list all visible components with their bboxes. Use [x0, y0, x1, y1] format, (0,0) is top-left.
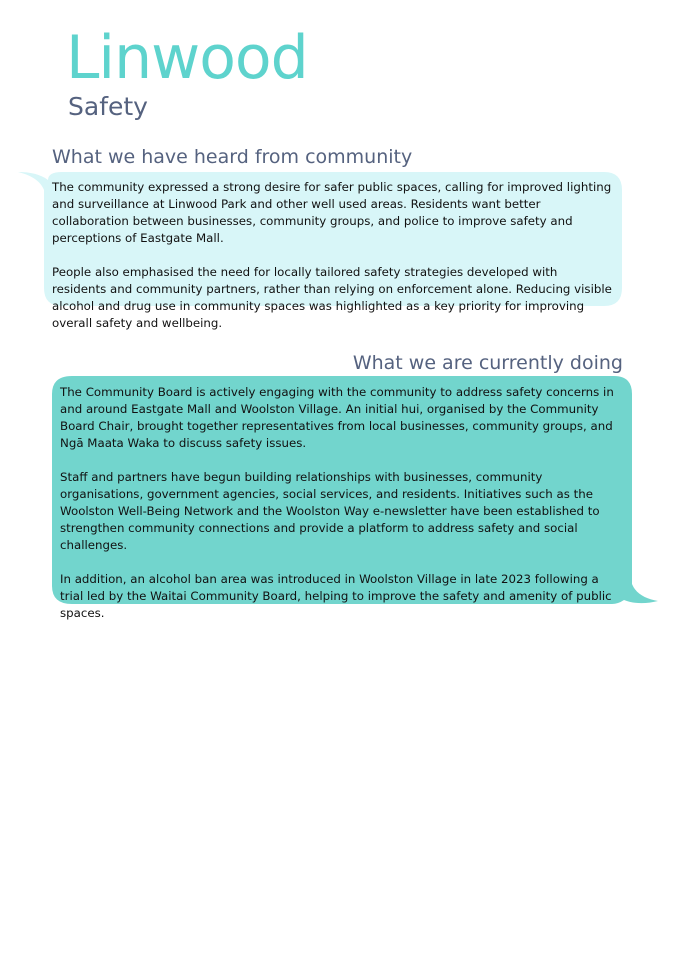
heard-paragraph: People also emphasised the need for locally tailored safety strategies developed with residents and community partners, rather than relying on enforcement alone. Reducing visible alcohol and drug use in community spaces was highlighted as a key priority for improving overall safety and wellbeing. [52, 265, 612, 330]
page-subtitle: Safety [68, 92, 148, 121]
heard-paragraph: The community expressed a strong desire for safer public spaces, calling for improved lighting and surveillance at Linwood Park and other well used areas. Residents want better collaboration between businesses, community groups, and police to improve safety and perceptions of Eastgate Mall. [52, 180, 612, 245]
heard-heading: What we have heard from community [52, 146, 413, 168]
doing-paragraph: In addition, an alcohol ban area was introduced in Woolston Village in late 2023 following a trial led by the Waitai Community Board, helping to improve the safety and amenity of public spaces. [60, 572, 612, 620]
doing-text [60, 384, 624, 622]
doing-paragraph: Staff and partners have begun building relationships with businesses, community organisations, government agencies, social services, and residents. Initiatives such as the Woolston Well-Being Network and the Woolston Way e-newsletter have been established to strengthen community connections and provide a platform to address safety and social challenges. [60, 470, 600, 552]
heard-text [52, 179, 612, 332]
page-title: Linwood [66, 23, 308, 93]
doing-heading: What we are currently doing [352, 352, 623, 374]
doing-paragraph: The Community Board is actively engaging with the community to address safety concerns in and around Eastgate Mall and Woolston Village. An initial hui, organised by the Community Board Chair, brought together representatives from local businesses, community groups, and Ngā Maata Waka to discuss safety issues. [60, 385, 614, 450]
